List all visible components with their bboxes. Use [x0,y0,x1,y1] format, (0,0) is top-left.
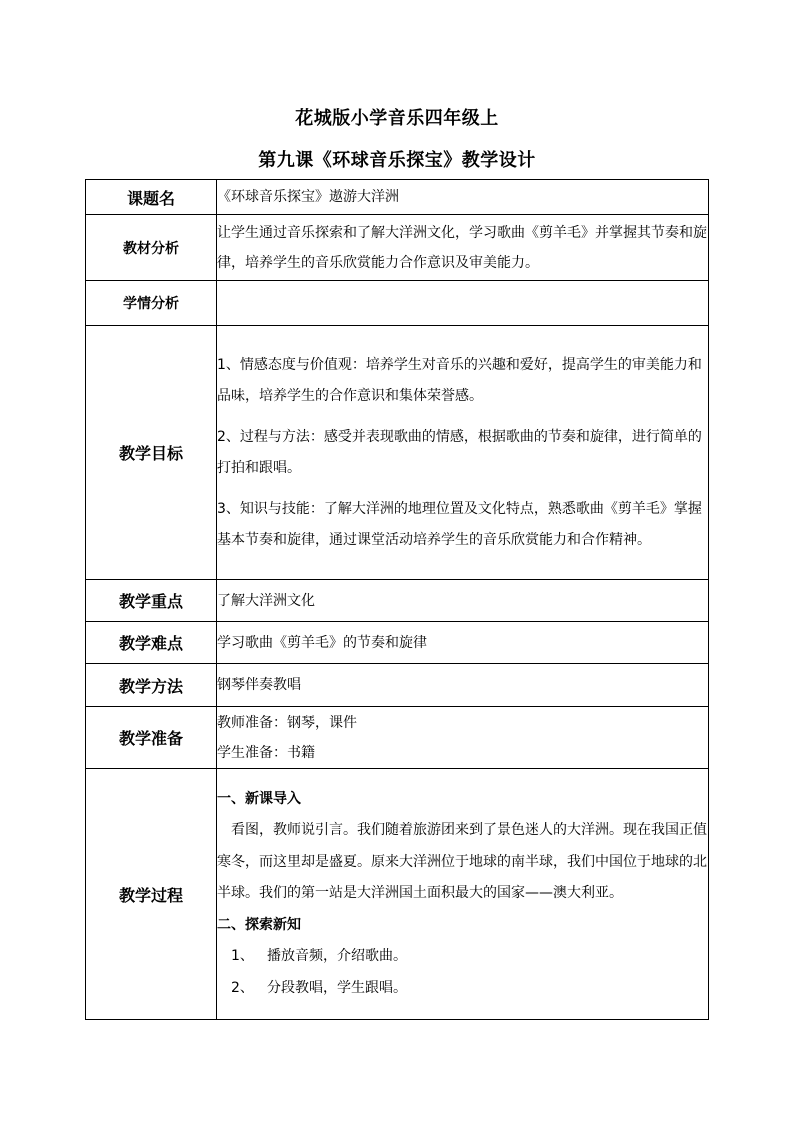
table-row-preparation [86,707,709,769]
section-heading: 一、新课导入 [217,790,301,807]
goal-item: 1、情感态度与价值观：培养学生对音乐的兴趣和爱好，提高学生的审美能力和品味，培养学生的合作意识和集体荣誉感。 [217,356,702,404]
label-goals: 教学目标 [86,326,217,580]
label-material: 教材分析 [86,215,217,281]
teacher-preparation: 教师准备：钢琴，课件 [217,714,357,731]
value-material: 让学生通过音乐探索和了解大洋洲文化，学习歌曲《剪羊毛》并掌握其节奏和旋律，培养学生的音乐欣赏能力合作意识及审美能力。 [217,215,709,281]
section-heading: 二、探索新知 [217,916,301,933]
value-method: 钢琴伴奏教唱 [217,664,709,707]
label-learner: 学情分析 [86,281,217,326]
label-topic: 课题名 [86,180,217,215]
goal-item: 2、过程与方法：感受并表现歌曲的情感，根据歌曲的节奏和旋律，进行简单的打拍和跟唱。 [217,428,702,476]
table-row-topic [86,180,709,215]
value-preparation [217,707,709,769]
step-number: 2、 [231,979,254,996]
label-process: 教学过程 [86,769,217,1020]
value-learner [217,281,709,326]
table-row-key-point [86,580,709,622]
student-preparation: 学生准备：书籍 [217,744,315,761]
label-difficulty: 教学难点 [86,622,217,664]
table-row-method [86,664,709,707]
value-goals [217,326,709,580]
section-text: 看图，教师说引言。我们随着旅游团来到了景色迷人的大洋洲。现在我国正值寒冬，而这里却是盛夏。原来大洋洲位于地球的南半球，我们中国位于地球的北半球。我们的第一站是大洋洲国土面积最大的国家——澳大利亚。 [217,822,707,902]
value-process [217,769,709,1020]
step-text: 分段教唱，学生跟唱。 [267,979,407,996]
table-row-material [86,215,709,281]
table-row-process [86,769,709,1020]
table-row-learner [86,281,709,326]
document-subtitle: 第九课《环球音乐探宝》教学设计 [258,150,536,171]
process-step [217,941,708,973]
lesson-plan-table [85,179,709,1020]
label-preparation: 教学准备 [86,707,217,769]
step-number: 1、 [231,948,254,965]
table-row-difficulty [86,622,709,664]
process-step [217,973,708,1005]
value-topic: 《环球音乐探宝》遨游大洋洲 [217,180,709,215]
goal-item: 3、知识与技能：了解大洋洲的地理位置及文化特点，熟悉歌曲《剪羊毛》掌握基本节奏和旋律，通过课堂活动培养学生的音乐欣赏能力和合作精神。 [217,500,702,548]
step-text: 播放音频，介绍歌曲。 [267,948,407,965]
label-key-point: 教学重点 [86,580,217,622]
value-difficulty: 学习歌曲《剪羊毛》的节奏和旋律 [217,622,709,664]
document-title: 花城版小学音乐四年级上 [295,108,499,129]
label-method: 教学方法 [86,664,217,707]
table-row-goals [86,326,709,580]
value-key-point: 了解大洋洲文化 [217,580,709,622]
